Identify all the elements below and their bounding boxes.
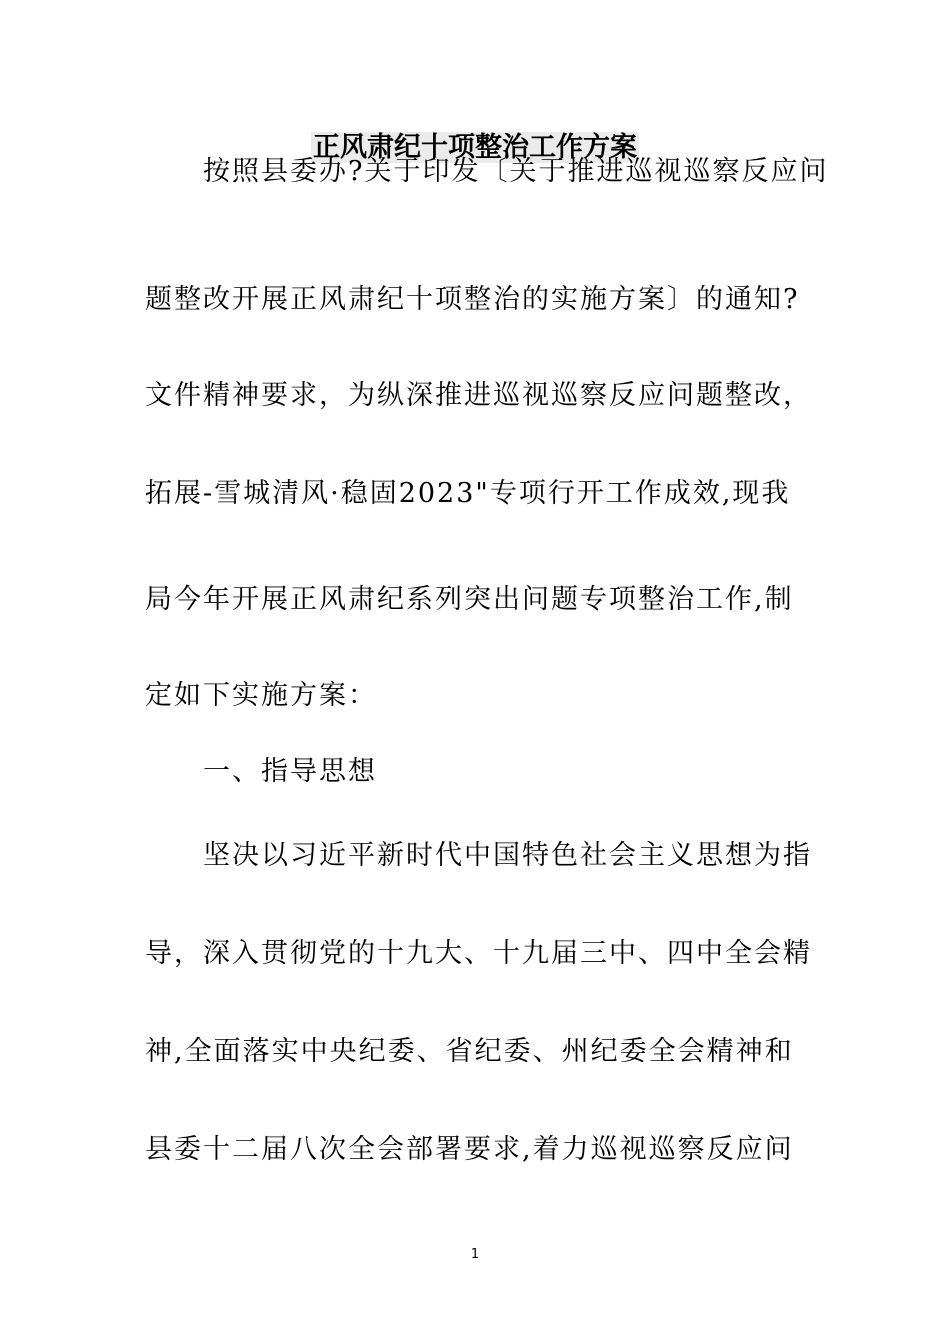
paragraph-1-line-3: 文件精神要求，为纵深推进巡视巡察反应问题整改， <box>145 380 812 411</box>
paragraph-2-line-1: 坚决以习近平新时代中国特色社会主义思想为指 <box>203 840 812 871</box>
section-heading-guiding-ideology: 一、指导思想 <box>203 756 377 787</box>
paragraph-1-line-4: 拓展-雪城清风·稳固2023"专项行开工作成效,现我 <box>145 478 791 509</box>
paragraph-1-line-1: 按照县委办?关于印发〔关于推进巡视巡察反应问 <box>203 156 829 187</box>
page-number: 1 <box>470 1247 480 1262</box>
paragraph-1-line-6: 定如下实施方案： <box>145 680 377 711</box>
paragraph-2-line-3: 神,全面落实中央纪委、省纪委、州纪委全会精神和 <box>145 1036 794 1067</box>
paragraph-1-line-5: 局今年开展正风肃纪系列突出问题专项整治工作,制 <box>145 584 794 615</box>
paragraph-1-line-2: 题整改开展正风肃纪十项整治的实施方案〕的通知? <box>145 284 800 315</box>
document-title: 正风肃纪十项整治工作方案 <box>313 132 637 163</box>
paragraph-2-line-4: 县委十二届八次全会部署要求,着力巡视巡察反应问 <box>145 1134 794 1165</box>
paragraph-2-line-2: 导，深入贯彻党的十九大、十九届三中、四中全会精 <box>145 938 812 969</box>
